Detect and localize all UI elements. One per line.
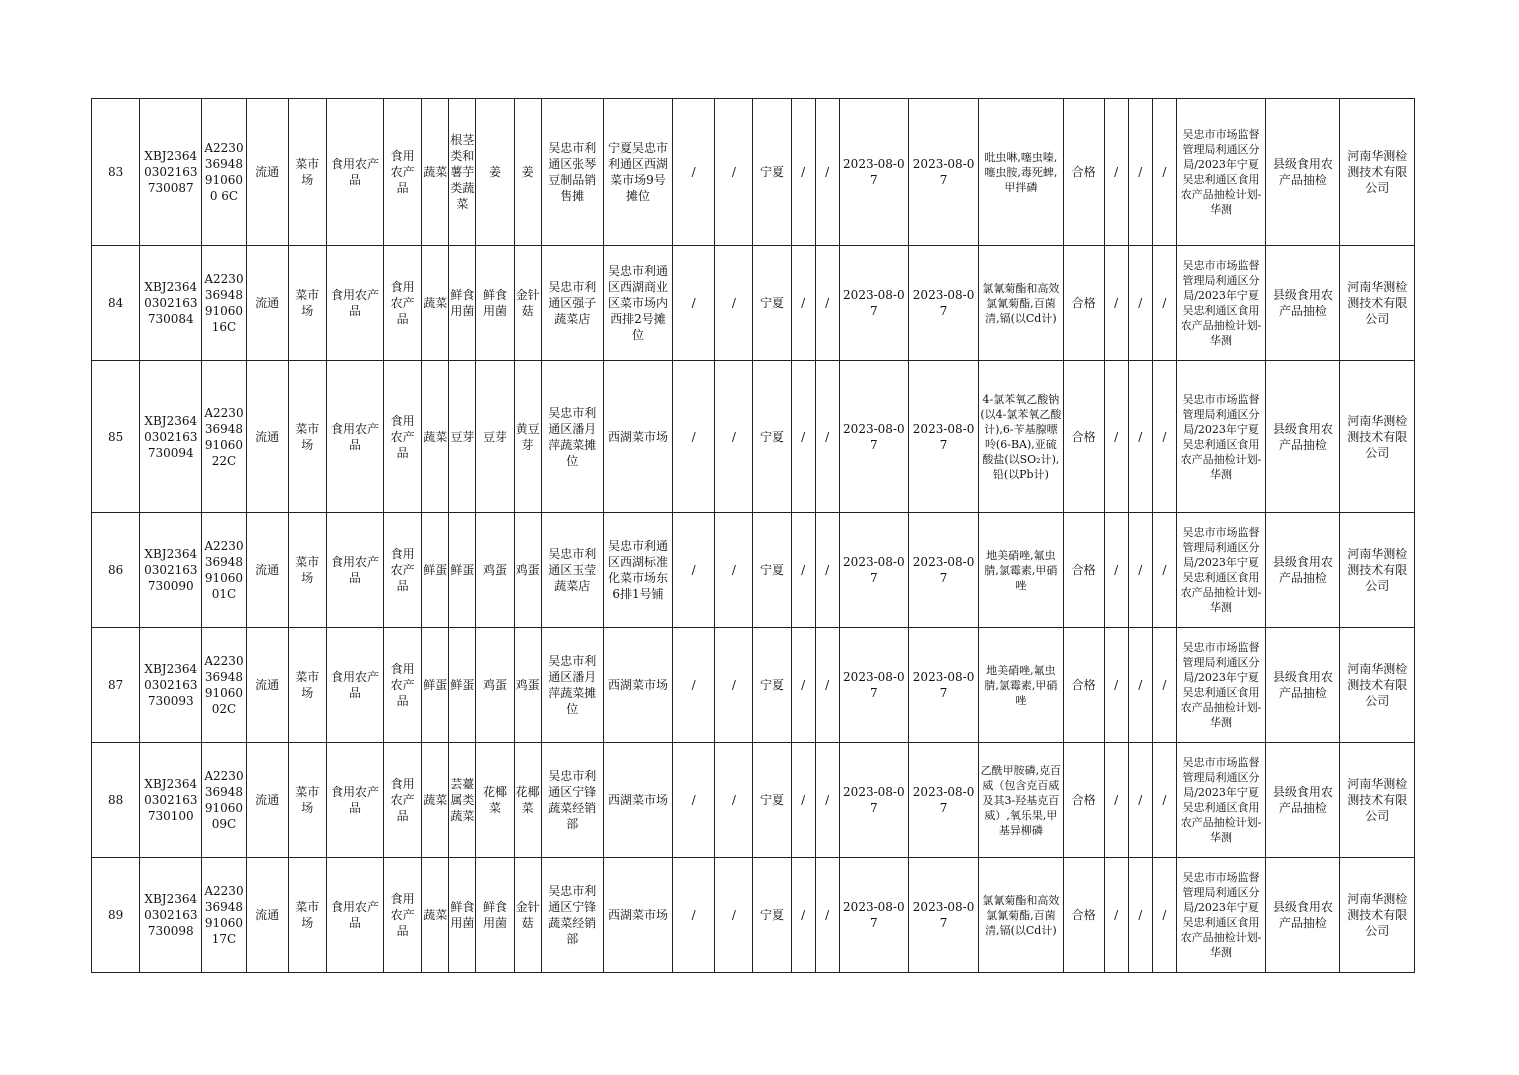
inspection-table (91, 98, 1415, 973)
category-2-cell: 食用农产品 (384, 743, 422, 858)
link-cell: 流通 (246, 743, 288, 858)
lab-cell: 河南华测检测技术有限公司 (1340, 858, 1415, 973)
brand-cell: / (715, 858, 753, 973)
seq-cell: 89 (92, 858, 140, 973)
food-name-cell: 金针菇 (514, 858, 541, 973)
food-type-cell: 鲜食用菌 (476, 246, 514, 361)
seq-cell: 84 (92, 246, 140, 361)
table-row (92, 99, 1415, 246)
food-type-cell: 花椰菜 (476, 743, 514, 858)
sampling-date-cell: 2023-08-07 (908, 246, 978, 361)
sampled-unit-cell: 吴忠市利通区宁锋蔬菜经销部 (541, 858, 603, 973)
check-type-cell: 县级食用农产品抽检 (1266, 513, 1340, 628)
category-3-cell: 鲜蛋 (422, 513, 449, 628)
result-cell: 合格 (1063, 743, 1104, 858)
blank-cell-2: / (1128, 513, 1152, 628)
task-source-cell: 吴忠市市场监督管理局利通区分局/2023年宁夏吴忠利通区食用农产品抽检计划-华测 (1176, 628, 1265, 743)
region-cell: 宁夏 (753, 858, 791, 973)
producer-cell: / (791, 858, 815, 973)
place-cell: 菜市场 (288, 246, 326, 361)
blank-cell-3: / (1152, 99, 1176, 246)
report-no-cell: A2230369489106016C (202, 246, 246, 361)
place-cell: 菜市场 (288, 99, 326, 246)
food-name-cell: 金针菇 (514, 246, 541, 361)
task-source-cell: 吴忠市市场监督管理局利通区分局/2023年宁夏吴忠利通区食用农产品抽检计划-华测 (1176, 513, 1265, 628)
food-name-cell: 鸡蛋 (514, 628, 541, 743)
producer-address-cell: / (815, 361, 839, 513)
producer-address-cell: / (815, 858, 839, 973)
sampled-unit-cell: 吴忠市利通区潘月萍蔬菜摊位 (541, 361, 603, 513)
category-4-cell: 根茎类和薯芋类蔬菜 (449, 99, 476, 246)
inspection-results-sheet (91, 98, 1415, 973)
sample-no-cell: XBJ23640302163730090 (140, 513, 202, 628)
sample-no-cell: XBJ23640302163730100 (140, 743, 202, 858)
sampled-address-cell: 西湖菜市场 (603, 858, 672, 973)
result-cell: 合格 (1063, 99, 1104, 246)
food-type-cell: 鸡蛋 (476, 628, 514, 743)
sampling-date-cell: 2023-08-07 (908, 361, 978, 513)
report-no-cell: A2230369489106022C (202, 361, 246, 513)
result-cell: 合格 (1063, 361, 1104, 513)
result-cell: 合格 (1063, 513, 1104, 628)
task-source-cell: 吴忠市市场监督管理局利通区分局/2023年宁夏吴忠利通区食用农产品抽检计划-华测 (1176, 743, 1265, 858)
category-3-cell: 蔬菜 (422, 361, 449, 513)
spec-cell: / (673, 628, 715, 743)
spec-cell: / (673, 743, 715, 858)
blank-cell-1: / (1104, 99, 1128, 246)
category-3-cell: 蔬菜 (422, 858, 449, 973)
sample-no-cell: XBJ23640302163730093 (140, 628, 202, 743)
lab-cell: 河南华测检测技术有限公司 (1340, 361, 1415, 513)
sampled-address-cell: 西湖菜市场 (603, 628, 672, 743)
report-no-cell: A2230369489106001C (202, 513, 246, 628)
production-date-cell: 2023-08-07 (839, 858, 908, 973)
sampled-address-cell: 西湖菜市场 (603, 361, 672, 513)
lab-cell: 河南华测检测技术有限公司 (1340, 99, 1415, 246)
producer-cell: / (791, 361, 815, 513)
brand-cell: / (715, 628, 753, 743)
place-cell: 菜市场 (288, 858, 326, 973)
brand-cell: / (715, 361, 753, 513)
place-cell: 菜市场 (288, 628, 326, 743)
sampling-date-cell: 2023-08-07 (908, 513, 978, 628)
sampling-date-cell: 2023-08-07 (908, 628, 978, 743)
category-3-cell: 蔬菜 (422, 99, 449, 246)
test-items-cell: 地美硝唑,氟虫腈,氯霉素,甲硝唑 (979, 513, 1063, 628)
food-name-cell: 黄豆芽 (514, 361, 541, 513)
production-date-cell: 2023-08-07 (839, 99, 908, 246)
spec-cell: / (673, 858, 715, 973)
link-cell: 流通 (246, 361, 288, 513)
seq-cell: 86 (92, 513, 140, 628)
producer-cell: / (791, 743, 815, 858)
blank-cell-1: / (1104, 743, 1128, 858)
result-cell: 合格 (1063, 858, 1104, 973)
place-cell: 菜市场 (288, 361, 326, 513)
food-type-cell: 鲜食用菌 (476, 858, 514, 973)
producer-address-cell: / (815, 743, 839, 858)
blank-cell-2: / (1128, 858, 1152, 973)
blank-cell-2: / (1128, 246, 1152, 361)
blank-cell-1: / (1104, 361, 1128, 513)
report-no-cell: A2230369489106009C (202, 743, 246, 858)
production-date-cell: 2023-08-07 (839, 361, 908, 513)
sampled-unit-cell: 吴忠市利通区张琴豆制品销售摊 (541, 99, 603, 246)
brand-cell: / (715, 513, 753, 628)
test-items-cell: 氯氰菊酯和高效氯氰菊酯,百菌清,镉(以Cd计) (979, 246, 1063, 361)
category-3-cell: 蔬菜 (422, 743, 449, 858)
category-4-cell: 豆芽 (449, 361, 476, 513)
check-type-cell: 县级食用农产品抽检 (1266, 99, 1340, 246)
producer-address-cell: / (815, 246, 839, 361)
table-row (92, 361, 1415, 513)
food-type-cell: 姜 (476, 99, 514, 246)
blank-cell-3: / (1152, 361, 1176, 513)
lab-cell: 河南华测检测技术有限公司 (1340, 513, 1415, 628)
brand-cell: / (715, 246, 753, 361)
producer-address-cell: / (815, 628, 839, 743)
category-2-cell: 食用农产品 (384, 628, 422, 743)
test-items-cell: 乙酰甲胺磷,克百威（包含克百威及其3-羟基克百威）,氧乐果,甲基异柳磷 (979, 743, 1063, 858)
result-cell: 合格 (1063, 628, 1104, 743)
producer-cell: / (791, 99, 815, 246)
blank-cell-2: / (1128, 99, 1152, 246)
brand-cell: / (715, 99, 753, 246)
blank-cell-3: / (1152, 246, 1176, 361)
spec-cell: / (673, 361, 715, 513)
place-cell: 菜市场 (288, 743, 326, 858)
sample-no-cell: XBJ23640302163730087 (140, 99, 202, 246)
blank-cell-3: / (1152, 743, 1176, 858)
category-2-cell: 食用农产品 (384, 361, 422, 513)
blank-cell-3: / (1152, 858, 1176, 973)
sampled-unit-cell: 吴忠市利通区宁锋蔬菜经销部 (541, 743, 603, 858)
producer-address-cell: / (815, 513, 839, 628)
category-4-cell: 鲜食用菌 (449, 858, 476, 973)
blank-cell-1: / (1104, 246, 1128, 361)
report-no-cell: A223036948910600 6C (202, 99, 246, 246)
table-row (92, 858, 1415, 973)
region-cell: 宁夏 (753, 628, 791, 743)
blank-cell-2: / (1128, 743, 1152, 858)
category-1-cell: 食用农产品 (326, 513, 383, 628)
sampled-address-cell: 吴忠市利通区西湖标准化菜市场东6排1号铺 (603, 513, 672, 628)
category-1-cell: 食用农产品 (326, 246, 383, 361)
region-cell: 宁夏 (753, 513, 791, 628)
category-4-cell: 鲜食用菌 (449, 246, 476, 361)
task-source-cell: 吴忠市市场监督管理局利通区分局/2023年宁夏吴忠利通区食用农产品抽检计划-华测 (1176, 246, 1265, 361)
category-1-cell: 食用农产品 (326, 743, 383, 858)
task-source-cell: 吴忠市市场监督管理局利通区分局/2023年宁夏吴忠利通区食用农产品抽检计划-华测 (1176, 361, 1265, 513)
sampling-date-cell: 2023-08-07 (908, 99, 978, 246)
food-type-cell: 豆芽 (476, 361, 514, 513)
lab-cell: 河南华测检测技术有限公司 (1340, 246, 1415, 361)
blank-cell-3: / (1152, 513, 1176, 628)
report-no-cell: A2230369489106002C (202, 628, 246, 743)
brand-cell: / (715, 743, 753, 858)
check-type-cell: 县级食用农产品抽检 (1266, 246, 1340, 361)
task-source-cell: 吴忠市市场监督管理局利通区分局/2023年宁夏吴忠利通区食用农产品抽检计划-华测 (1176, 858, 1265, 973)
sampled-unit-cell: 吴忠市利通区强子蔬菜店 (541, 246, 603, 361)
production-date-cell: 2023-08-07 (839, 743, 908, 858)
lab-cell: 河南华测检测技术有限公司 (1340, 628, 1415, 743)
blank-cell-2: / (1128, 628, 1152, 743)
production-date-cell: 2023-08-07 (839, 628, 908, 743)
lab-cell: 河南华测检测技术有限公司 (1340, 743, 1415, 858)
sample-no-cell: XBJ23640302163730098 (140, 858, 202, 973)
test-items-cell: 地美硝唑,氟虫腈,氯霉素,甲硝唑 (979, 628, 1063, 743)
category-2-cell: 食用农产品 (384, 99, 422, 246)
food-type-cell: 鸡蛋 (476, 513, 514, 628)
spec-cell: / (673, 246, 715, 361)
check-type-cell: 县级食用农产品抽检 (1266, 858, 1340, 973)
food-name-cell: 花椰菜 (514, 743, 541, 858)
link-cell: 流通 (246, 858, 288, 973)
check-type-cell: 县级食用农产品抽检 (1266, 628, 1340, 743)
table-row (92, 628, 1415, 743)
region-cell: 宁夏 (753, 246, 791, 361)
seq-cell: 87 (92, 628, 140, 743)
food-name-cell: 鸡蛋 (514, 513, 541, 628)
category-1-cell: 食用农产品 (326, 628, 383, 743)
sampled-unit-cell: 吴忠市利通区潘月萍蔬菜摊位 (541, 628, 603, 743)
blank-cell-3: / (1152, 628, 1176, 743)
producer-cell: / (791, 246, 815, 361)
category-4-cell: 鲜蛋 (449, 513, 476, 628)
check-type-cell: 县级食用农产品抽检 (1266, 743, 1340, 858)
spec-cell: / (673, 99, 715, 246)
region-cell: 宁夏 (753, 99, 791, 246)
table-row (92, 743, 1415, 858)
link-cell: 流通 (246, 99, 288, 246)
link-cell: 流通 (246, 513, 288, 628)
test-items-cell: 吡虫啉,噻虫嗪,噻虫胺,毒死蜱,甲拌磷 (979, 99, 1063, 246)
category-4-cell: 鲜蛋 (449, 628, 476, 743)
category-3-cell: 蔬菜 (422, 246, 449, 361)
sample-no-cell: XBJ23640302163730084 (140, 246, 202, 361)
production-date-cell: 2023-08-07 (839, 513, 908, 628)
producer-cell: / (791, 628, 815, 743)
category-3-cell: 鲜蛋 (422, 628, 449, 743)
production-date-cell: 2023-08-07 (839, 246, 908, 361)
spec-cell: / (673, 513, 715, 628)
sample-no-cell: XBJ23640302163730094 (140, 361, 202, 513)
category-1-cell: 食用农产品 (326, 99, 383, 246)
sampled-unit-cell: 吴忠市利通区玉莹蔬菜店 (541, 513, 603, 628)
seq-cell: 83 (92, 99, 140, 246)
sampling-date-cell: 2023-08-07 (908, 743, 978, 858)
task-source-cell: 吴忠市市场监督管理局利通区分局/2023年宁夏吴忠利通区食用农产品抽检计划-华测 (1176, 99, 1265, 246)
blank-cell-1: / (1104, 628, 1128, 743)
sampling-date-cell: 2023-08-07 (908, 858, 978, 973)
category-1-cell: 食用农产品 (326, 361, 383, 513)
check-type-cell: 县级食用农产品抽检 (1266, 361, 1340, 513)
category-1-cell: 食用农产品 (326, 858, 383, 973)
seq-cell: 85 (92, 361, 140, 513)
test-items-cell: 氯氰菊酯和高效氯氰菊酯,百菌清,镉(以Cd计) (979, 858, 1063, 973)
region-cell: 宁夏 (753, 361, 791, 513)
category-2-cell: 食用农产品 (384, 858, 422, 973)
result-cell: 合格 (1063, 246, 1104, 361)
table-row (92, 246, 1415, 361)
producer-address-cell: / (815, 99, 839, 246)
place-cell: 菜市场 (288, 513, 326, 628)
blank-cell-2: / (1128, 361, 1152, 513)
link-cell: 流通 (246, 246, 288, 361)
blank-cell-1: / (1104, 513, 1128, 628)
report-no-cell: A2230369489106017C (202, 858, 246, 973)
category-2-cell: 食用农产品 (384, 246, 422, 361)
test-items-cell: 4-氯苯氧乙酸钠(以4-氯苯氧乙酸计),6-苄基腺嘌呤(6-BA),亚硫酸盐(以SO₂计),铅(以Pb计) (979, 361, 1063, 513)
sampled-address-cell: 西湖菜市场 (603, 743, 672, 858)
link-cell: 流通 (246, 628, 288, 743)
sampled-address-cell: 宁夏吴忠市利通区西湖菜市场9号摊位 (603, 99, 672, 246)
sampled-address-cell: 吴忠市利通区西湖商业区菜市场内西排2号摊位 (603, 246, 672, 361)
food-name-cell: 姜 (514, 99, 541, 246)
seq-cell: 88 (92, 743, 140, 858)
category-2-cell: 食用农产品 (384, 513, 422, 628)
region-cell: 宁夏 (753, 743, 791, 858)
blank-cell-1: / (1104, 858, 1128, 973)
table-row (92, 513, 1415, 628)
category-4-cell: 芸薹属类蔬菜 (449, 743, 476, 858)
producer-cell: / (791, 513, 815, 628)
